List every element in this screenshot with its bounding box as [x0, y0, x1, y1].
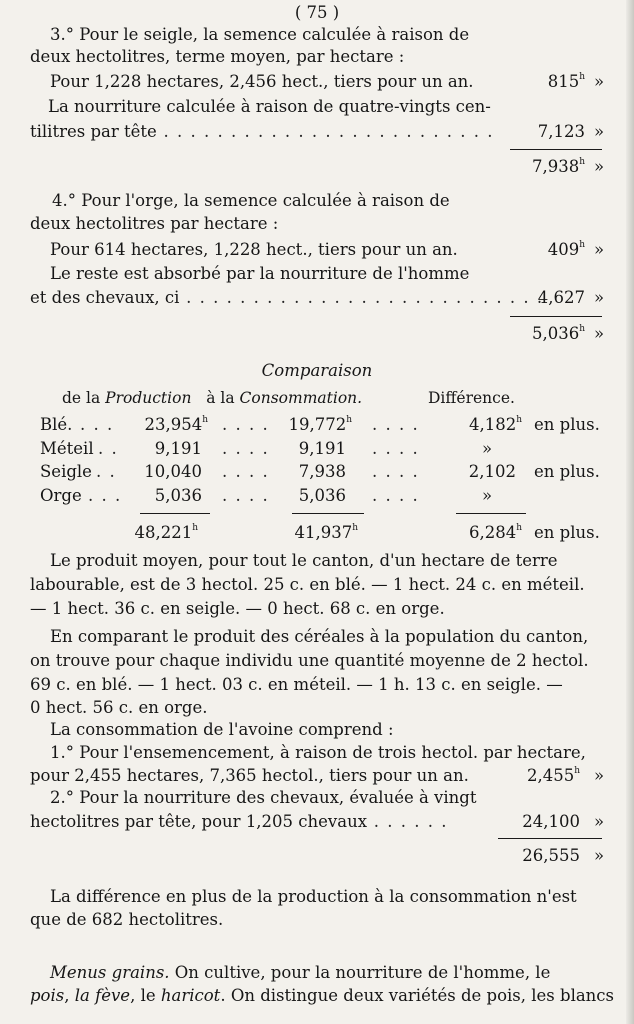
- oats-seed-text-cont: pour 2,455 hectares, 7,365 hectol., tiers pour un an.: [30, 766, 469, 785]
- sum-rule: [498, 838, 602, 839]
- unit-mark: »: [594, 812, 605, 831]
- table-leader: . . . .: [222, 415, 270, 434]
- table-leader: . . .: [88, 486, 122, 505]
- rye-seed-value: 815$^h$: [547, 71, 585, 91]
- rye-total-value: 7,938$^h$: [531, 156, 585, 176]
- barley-rest-text: Le reste est absorbé par la nourriture de l'homme: [50, 264, 470, 283]
- unit-mark: »: [594, 122, 605, 141]
- oats-horses-text-cont: hectolitres par tête, pour 1,205 chevaux . . . . . .: [30, 812, 448, 831]
- production-value: 23,954$^h$: [144, 414, 208, 434]
- small-grains-line: Menus grains. On cultive, pour la nourriture de l'homme, le: [50, 963, 551, 982]
- difference-ditto: »: [482, 486, 493, 505]
- table-leader: . . . .: [222, 486, 270, 505]
- production-total: 48,221$^h$: [134, 522, 198, 542]
- table-leader: . . . .: [372, 486, 420, 505]
- barley-heading: 4.° Pour l'orge, la semence calculée à raison de: [52, 191, 450, 210]
- yield-line: labourable, est de 3 hectol. 25 c. en blé. — 1 hect. 24 c. en méteil.: [30, 575, 585, 594]
- oats-total-value: 26,555: [522, 846, 580, 865]
- consumption-total: 41,937$^h$: [294, 522, 358, 542]
- barley-seed-value: 409$^h$: [547, 239, 585, 259]
- table-leader: . . . .: [372, 415, 420, 434]
- conclusion-line: que de 682 hectolitres.: [30, 910, 224, 929]
- table-leader: . . .: [80, 415, 114, 434]
- page-edge-shadow: [626, 0, 634, 1024]
- difference-header: Différence.: [428, 389, 515, 407]
- table-leader: . . . .: [372, 439, 420, 458]
- difference-note: en plus.: [534, 415, 600, 434]
- population-line: on trouve pour chaque individu une quantité moyenne de 2 hectol.: [30, 651, 589, 670]
- sum-rule: [292, 513, 364, 514]
- yield-line: — 1 hect. 36 c. en seigle. — 0 hect. 68 c. en orge.: [30, 599, 445, 618]
- unit-mark: »: [594, 240, 605, 259]
- yield-line: Le produit moyen, pour tout le canton, d'un hectare de terre: [50, 551, 558, 570]
- table-leader: . .: [96, 462, 117, 481]
- consumption-value: 19,772$^h$: [288, 414, 352, 434]
- comparison-title: Comparaison: [261, 361, 373, 380]
- consumption-value: 5,036: [298, 486, 346, 505]
- oats-seed-text: 1.° Pour l'ensemencement, à raison de trois hectol. par hectare,: [50, 743, 586, 762]
- sum-rule: [510, 316, 602, 317]
- unit-mark: »: [594, 846, 605, 865]
- sum-rule: [140, 513, 210, 514]
- rye-food-text: La nourriture calculée à raison de quatre-vingts cen-: [48, 97, 491, 116]
- grain-name: Méteil: [40, 439, 94, 458]
- grain-name: Blé.: [40, 415, 73, 434]
- difference-total-note: en plus.: [534, 523, 600, 542]
- barley-rest-text-cont: et des chevaux, ci . . . . . . . . . . . . . . . . . . . . . . . . . . .: [30, 288, 544, 307]
- population-line: 69 c. en blé. — 1 hect. 03 c. en méteil. — 1 h. 13 c. en seigle. —: [30, 675, 563, 694]
- difference-value: 2,102: [468, 462, 516, 481]
- population-line: 0 hect. 56 c. en orge.: [30, 698, 208, 717]
- rye-food-text-cont: tilitres par tête . . . . . . . . . . . . . . . . . . . . . . . . .: [30, 122, 495, 141]
- difference-value: 4,182$^h$: [468, 414, 522, 434]
- oats-horses-text: 2.° Pour la nourriture des chevaux, évaluée à vingt: [50, 788, 477, 807]
- population-line: En comparant le produit des céréales à la population du canton,: [50, 627, 589, 646]
- grain-name: Orge: [40, 486, 82, 505]
- barley-seed-text: Pour 614 hectares, 1,228 hect., tiers pour un an.: [50, 240, 458, 259]
- rye-food-value: 7,123: [537, 122, 585, 141]
- rye-heading-cont: deux hectolitres, terme moyen, par hectare :: [30, 47, 405, 66]
- production-value: 10,040: [144, 462, 202, 481]
- difference-total: 6,284$^h$: [468, 522, 522, 542]
- sum-rule: [456, 513, 526, 514]
- consumption-value: 9,191: [298, 439, 346, 458]
- sum-rule: [510, 149, 602, 150]
- unit-mark: »: [594, 766, 605, 785]
- oats-intro: La consommation de l'avoine comprend :: [50, 720, 394, 739]
- barley-heading-cont: deux hectolitres par hectare :: [30, 214, 279, 233]
- small-grains-term: Menus grains.: [50, 963, 170, 982]
- table-leader: . .: [98, 439, 119, 458]
- oats-seed-value: 2,455$^h$: [526, 765, 580, 785]
- unit-mark: »: [594, 157, 605, 176]
- unit-mark: »: [594, 288, 605, 307]
- rye-heading: 3.° Pour le seigle, la semence calculée à raison de: [50, 25, 470, 44]
- consumption-value: 7,938: [298, 462, 346, 481]
- small-grains-line: pois, la fève, le haricot. On distingue deux variétés de pois, les blancs: [30, 986, 615, 1005]
- unit-mark: »: [594, 72, 605, 91]
- difference-note: en plus.: [534, 462, 600, 481]
- production-value: 5,036: [154, 486, 202, 505]
- barley-total-value: 5,036$^h$: [531, 323, 585, 343]
- oats-horses-value: 24,100: [522, 812, 580, 831]
- rye-seed-text: Pour 1,228 hectares, 2,456 hect., tiers pour un an.: [50, 72, 474, 91]
- table-leader: . . . .: [222, 462, 270, 481]
- comparison-header: de la Production à la Consommation.: [62, 389, 363, 407]
- barley-rest-value: 4,627: [537, 288, 585, 307]
- page-number: ( 75 ): [294, 3, 340, 22]
- conclusion-line: La différence en plus de la production à la consommation n'est: [50, 887, 577, 906]
- grain-name: Seigle: [40, 462, 92, 481]
- difference-ditto: »: [482, 439, 493, 458]
- unit-mark: »: [594, 324, 605, 343]
- production-value: 9,191: [154, 439, 202, 458]
- table-leader: . . . .: [372, 462, 420, 481]
- table-leader: . . . .: [222, 439, 270, 458]
